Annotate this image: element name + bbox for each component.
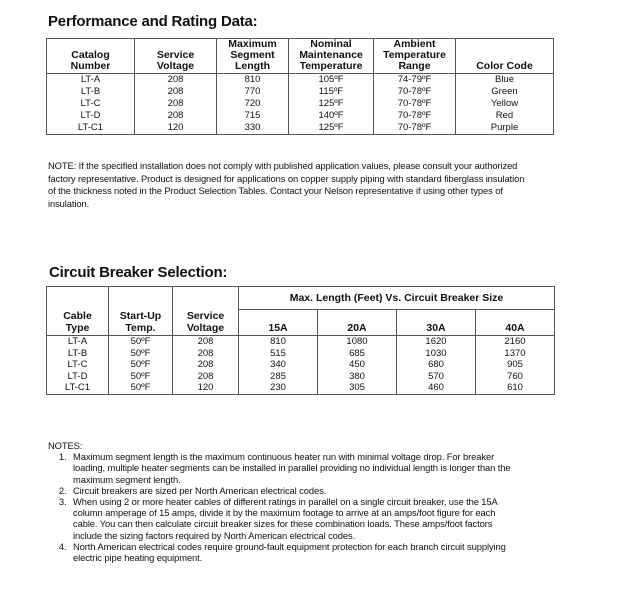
table-cell: 685 (318, 348, 397, 360)
column-header-30a: 30A (397, 310, 476, 336)
table-cell: LT-D (47, 371, 109, 383)
table-cell: 50ºF (109, 348, 173, 360)
table-row (47, 382, 555, 394)
header-blank-cell (47, 287, 109, 310)
table-cell: 105ºF (289, 74, 374, 87)
table-cell: 208 (173, 371, 239, 383)
column-header-20a: 20A (318, 310, 397, 336)
column-header-40a: 40A (476, 310, 555, 336)
column-header-service-voltage: Service Voltage (173, 310, 239, 336)
table-cell: 810 (239, 336, 318, 348)
table-cell: Green (456, 86, 554, 98)
table-cell: Red (456, 110, 554, 122)
table-cell: 330 (217, 122, 289, 135)
table-cell: 230 (239, 382, 318, 394)
notes-section (48, 440, 518, 563)
table-cell: 460 (397, 382, 476, 394)
table-cell: 208 (173, 336, 239, 348)
performance-rating-table (46, 38, 554, 135)
notes-heading: NOTES: (48, 440, 83, 451)
table-cell: 50ºF (109, 359, 173, 371)
table-cell: 208 (173, 359, 239, 371)
table-cell: 70-78ºF (374, 122, 456, 135)
table-cell: 115ºF (289, 86, 374, 98)
table-cell: LT-C (47, 359, 109, 371)
table-cell: 140ºF (289, 110, 374, 122)
notes-list (48, 451, 518, 563)
column-header-cable-type: Cable Type (47, 310, 109, 336)
table-cell: 120 (173, 382, 239, 394)
table-cell: 50ºF (109, 382, 173, 394)
performance-note: NOTE: If the specified installation does not comply with published application values, please consult your authorized factory representative. Product is designed for applications on copper supply piping with standard fiberglass insulation of the thickness noted in the Product Selection Tables. Contact your Nelson representative if using other types of insulation. (48, 160, 525, 209)
table-cell: 610 (476, 382, 555, 394)
circuit-breaker-table (46, 286, 555, 395)
column-header-color-code: Color Code (456, 39, 554, 74)
column-header-nominal-maintenance-temp: Nominal Maintenance Temperature (289, 39, 374, 74)
column-header-ambient-temp-range: Ambient Temperature Range (374, 39, 456, 74)
table-cell: 450 (318, 359, 397, 371)
table-row (47, 336, 555, 348)
table-cell: 515 (239, 348, 318, 360)
table-cell: 125ºF (289, 98, 374, 110)
table-cell: 50ºF (109, 371, 173, 383)
max-length-span-header: Max. Length (Feet) Vs. Circuit Breaker Size (239, 287, 555, 310)
list-item: 4. North American electrical codes require ground-fault equipment protection for each branch circuit supplying electric pipe heating equipment. (69, 541, 518, 563)
table-cell: 720 (217, 98, 289, 110)
table-row (47, 348, 555, 360)
table-cell: 1370 (476, 348, 555, 360)
column-header-start-up-temp: Start-Up Temp. (109, 310, 173, 336)
table-cell: 2160 (476, 336, 555, 348)
table-cell: 1030 (397, 348, 476, 360)
column-header-15a: 15A (239, 310, 318, 336)
table-cell: 208 (135, 110, 217, 122)
table-row (47, 359, 555, 371)
table-cell: LT-C (47, 98, 135, 110)
table-cell: LT-B (47, 86, 135, 98)
table-cell: 208 (173, 348, 239, 360)
table-cell: 570 (397, 371, 476, 383)
table-row (47, 86, 554, 98)
table-cell: Purple (456, 122, 554, 135)
table-cell: 380 (318, 371, 397, 383)
table-row (47, 122, 554, 135)
list-item: 3. When using 2 or more heater cables of different ratings in parallel on a single circuit breaker, use the 15A column amperage of 15 amps, divide it by the maximum footage to arrive at an amps/foot figure for each cable. You can then calculate circuit breaker sizes for these combination loads. These amps/foot factors include the sizing factors required by North American electrical codes. (69, 496, 518, 541)
table-cell: 120 (135, 122, 217, 135)
table-cell: 905 (476, 359, 555, 371)
table-cell: 125ºF (289, 122, 374, 135)
table-cell: 208 (135, 74, 217, 87)
column-header-max-segment-length: Maximum Segment Length (217, 39, 289, 74)
performance-section-title: Performance and Rating Data: (48, 13, 258, 30)
table-cell: LT-C1 (47, 122, 135, 135)
header-blank-cell (109, 287, 173, 310)
table-cell: 770 (217, 86, 289, 98)
list-item: 2. Circuit breakers are sized per North American electrical codes. (69, 485, 518, 496)
table-cell: 810 (217, 74, 289, 87)
table-cell: 70-78ºF (374, 110, 456, 122)
table-cell: Yellow (456, 98, 554, 110)
column-header-catalog-number: Catalog Number (47, 39, 135, 74)
table-cell: 760 (476, 371, 555, 383)
table-cell: 74-79ºF (374, 74, 456, 87)
table-cell: 305 (318, 382, 397, 394)
table-cell: LT-B (47, 348, 109, 360)
table-cell: LT-C1 (47, 382, 109, 394)
table-cell: 50ºF (109, 336, 173, 348)
table-row (47, 74, 554, 87)
table-cell: 208 (135, 86, 217, 98)
table-cell: 70-78ºF (374, 86, 456, 98)
circuit-breaker-section-title: Circuit Breaker Selection: (49, 264, 228, 281)
list-item: 1. Maximum segment length is the maximum continuous heater run with minimal voltage drop. For breaker loading, multiple heater segments can be installed in parallel providing no individual length is longer than the maximum segment length. (69, 451, 518, 485)
table-cell: 1620 (397, 336, 476, 348)
table-cell: LT-A (47, 336, 109, 348)
table-row (47, 110, 554, 122)
column-header-service-voltage: Service Voltage (135, 39, 217, 74)
table-cell: 1080 (318, 336, 397, 348)
table-cell: 208 (135, 98, 217, 110)
table-cell: 340 (239, 359, 318, 371)
table-cell: 680 (397, 359, 476, 371)
table-row (47, 371, 555, 383)
table-row (47, 98, 554, 110)
table-cell: Blue (456, 74, 554, 87)
header-blank-cell (173, 287, 239, 310)
table-cell: 285 (239, 371, 318, 383)
table-cell: 70-78ºF (374, 98, 456, 110)
table-cell: 715 (217, 110, 289, 122)
table-cell: LT-A (47, 74, 135, 87)
table-cell: LT-D (47, 110, 135, 122)
